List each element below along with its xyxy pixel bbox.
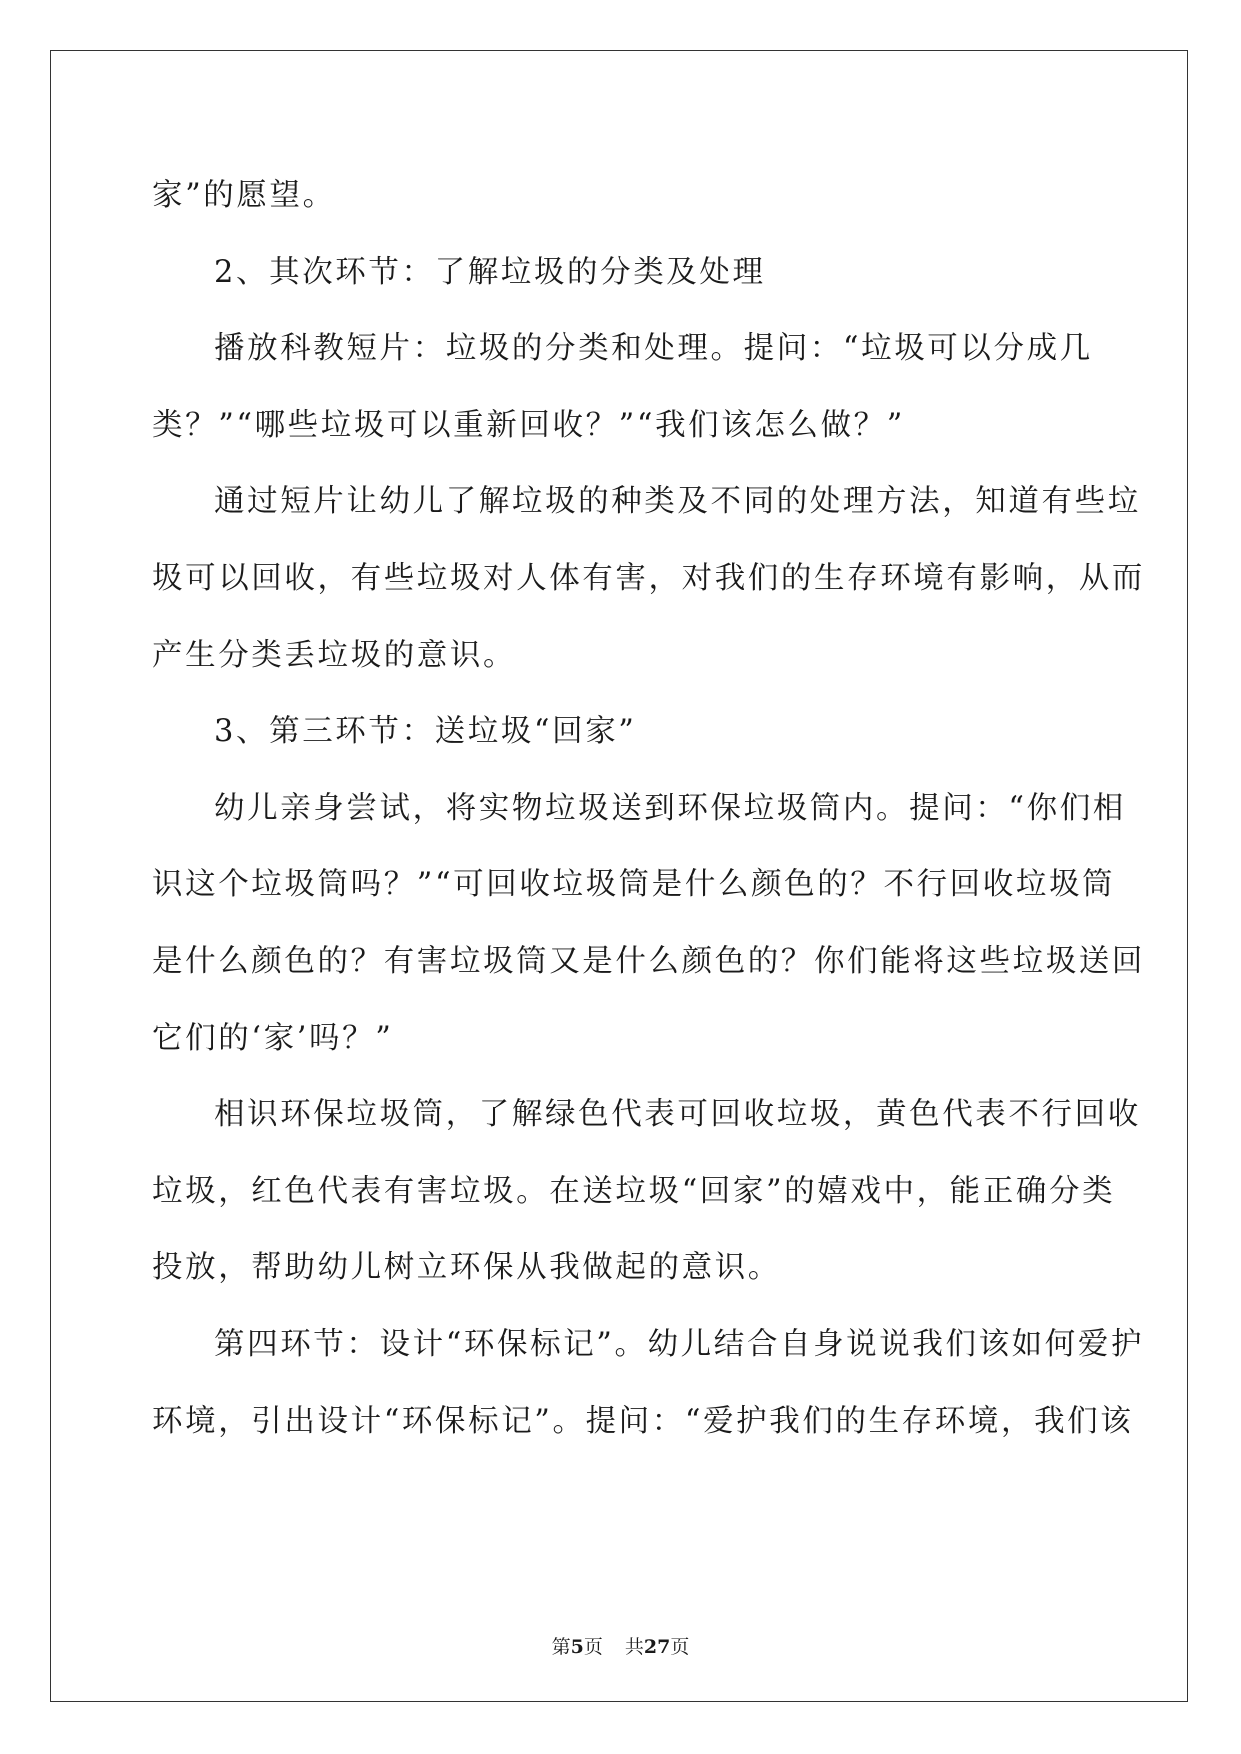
page-suffix: 页 (583, 1636, 603, 1658)
text-line-15: 投放，帮助幼儿树立环保从我做起的意识。 (152, 1250, 781, 1286)
text-line-8: 3、第三环节：送垃圾“回家” (214, 714, 637, 750)
text-line-12: 它们的‘家’吗？” (152, 1020, 394, 1056)
text-line-9: 幼儿亲身尝试，将实物垃圾送到环保垃圾筒内。提问：“你们相 (214, 790, 1126, 826)
text-line-11: 是什么颜色的？有害垃圾筒又是什么颜色的？你们能将这些垃圾送回 (152, 943, 1145, 979)
text-line-7: 产生分类丢垃圾的意识。 (152, 637, 517, 673)
text-line-5: 通过短片让幼儿了解垃圾的种类及不同的处理方法，知道有些垃 (214, 484, 1141, 520)
text-line-10: 识这个垃圾筒吗？”“可回收垃圾筒是什么颜色的？不行回收垃圾筒 (152, 867, 1116, 903)
text-line-2: 2、其次环节：了解垃圾的分类及处理 (214, 254, 766, 290)
total-suffix: 页 (670, 1636, 690, 1658)
text-line-17: 环境，引出设计“环保标记”。提问：“爱护我们的生存环境，我们该 (152, 1403, 1134, 1439)
text-line-14: 垃圾，红色代表有害垃圾。在送垃圾“回家”的嬉戏中，能正确分类 (152, 1173, 1116, 1209)
text-line-1: 家”的愿望。 (152, 178, 336, 213)
text-line-13: 相识环保垃圾筒，了解绿色代表可回收垃圾，黄色代表不行回收 (214, 1097, 1141, 1133)
page-number: 5 (570, 1636, 584, 1658)
page-footer (0, 1632, 1241, 1659)
text-line-16: 第四环节：设计“环保标记”。幼儿结合自身说说我们该如何爱护 (214, 1326, 1145, 1362)
document-body (152, 158, 1145, 1460)
total-prefix: 共 (624, 1636, 644, 1658)
text-line-4: 类？”“哪些垃圾可以重新回收？”“我们该怎么做？” (152, 407, 905, 443)
text-line-6: 圾可以回收，有些垃圾对人体有害，对我们的生存环境有影响，从而 (152, 560, 1145, 596)
page-prefix: 第 (551, 1636, 571, 1658)
text-line-3: 播放科教短片：垃圾的分类和处理。提问：“垃圾可以分成几 (214, 331, 1093, 367)
total-pages: 27 (643, 1636, 671, 1658)
